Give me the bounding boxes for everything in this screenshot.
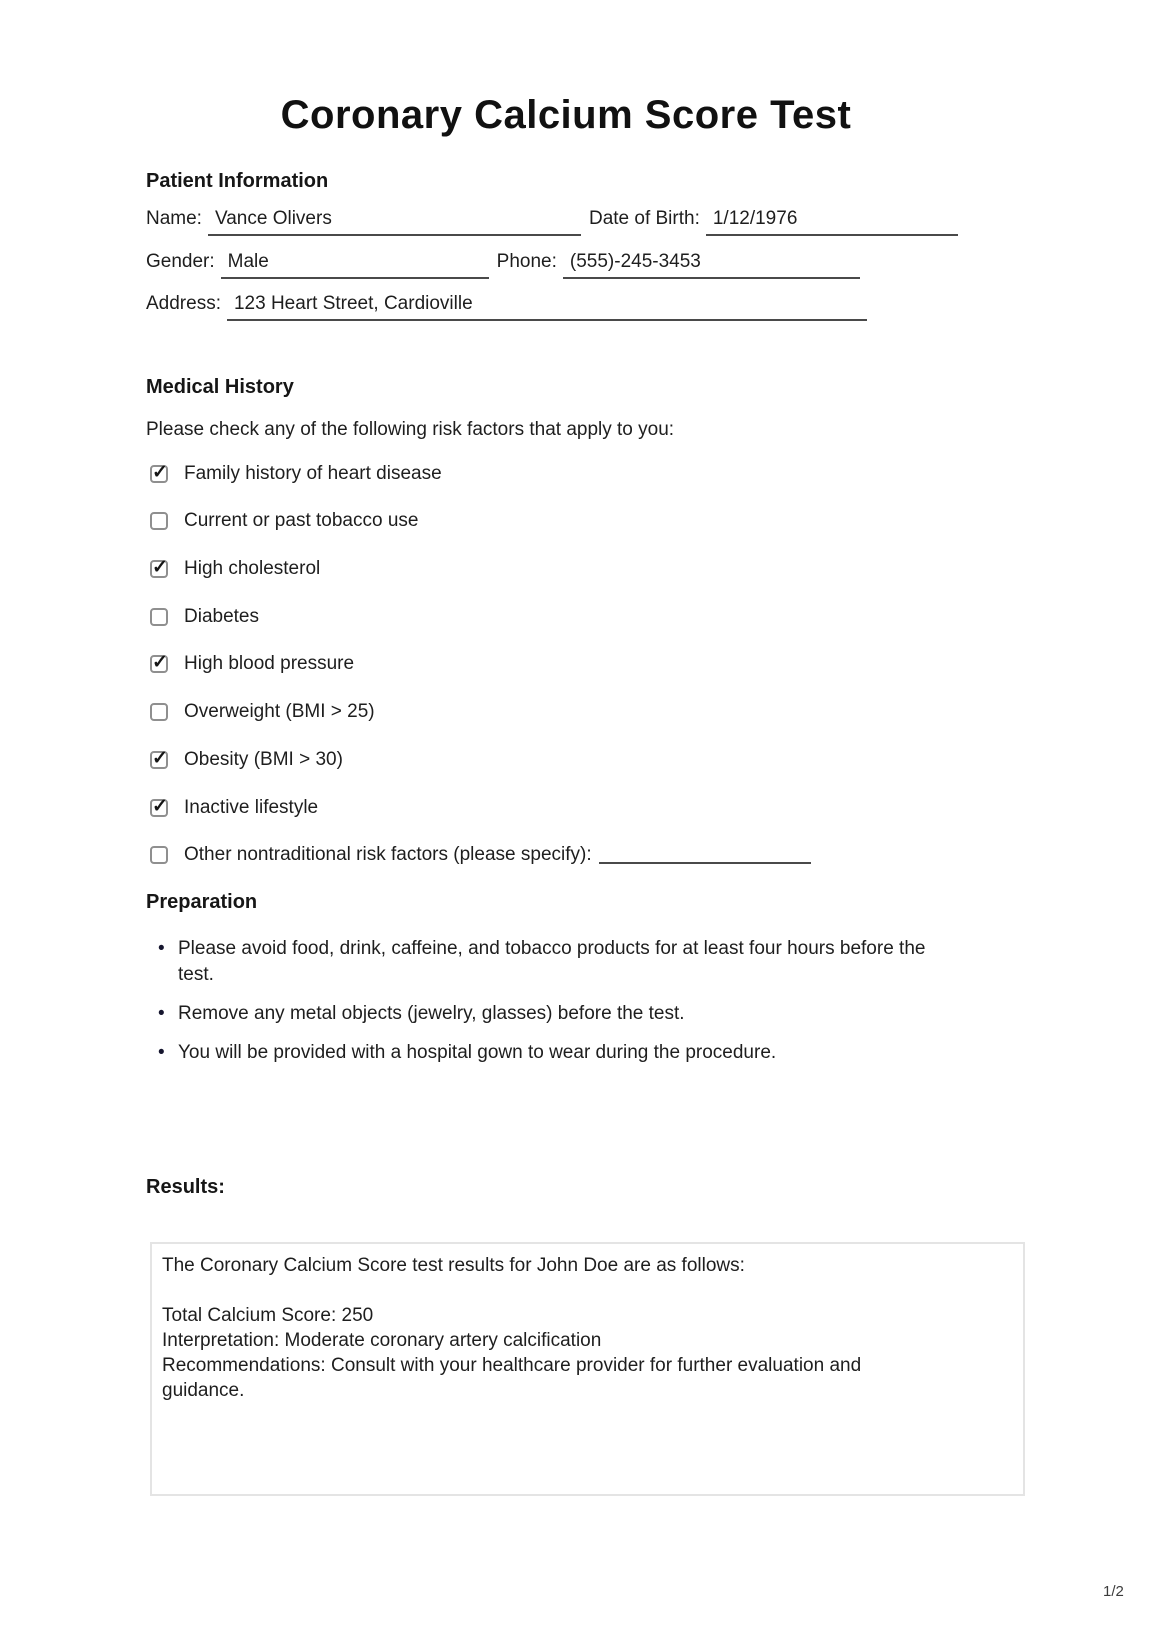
preparation-heading: Preparation — [146, 891, 258, 913]
address-row — [146, 293, 867, 321]
patient-information-heading: Patient Information — [146, 170, 329, 192]
risk-factor-row — [150, 652, 354, 676]
phone-label: Phone: — [496, 251, 557, 272]
preparation-list — [156, 936, 964, 1079]
gender-field[interactable]: Male — [221, 251, 489, 279]
risk-factor-row — [150, 605, 259, 629]
address-label: Address: — [146, 293, 221, 314]
risk-factor-label: Family history of heart disease — [184, 463, 442, 484]
risk-factor-row — [150, 509, 418, 533]
risk-factor-row — [150, 843, 811, 867]
risk-checkbox-family-history[interactable] — [150, 465, 168, 483]
risk-checkbox-overweight[interactable] — [150, 703, 168, 721]
results-line — [162, 1278, 1013, 1303]
risk-factor-row — [150, 462, 442, 486]
dob-field[interactable]: 1/12/1976 — [706, 208, 958, 236]
page-number: 1/2 — [1103, 1583, 1124, 1600]
risk-checkbox-high-cholesterol[interactable] — [150, 560, 168, 578]
risk-factor-row — [150, 557, 320, 581]
gender-label: Gender: — [146, 251, 215, 272]
risk-checkbox-other[interactable] — [150, 846, 168, 864]
risk-checkbox-tobacco-use[interactable] — [150, 512, 168, 530]
risk-factor-label: High blood pressure — [184, 653, 355, 674]
risk-factor-label: High cholesterol — [184, 558, 321, 579]
results-line: Recommendations: Consult with your healthcare provider for further evaluation and — [162, 1355, 862, 1376]
gender-phone-row — [146, 251, 860, 279]
phone-field[interactable]: (555)-245-3453 — [563, 251, 860, 279]
name-dob-row — [146, 208, 958, 236]
risk-factor-label: Current or past tobacco use — [184, 510, 419, 531]
medical-history-heading: Medical History — [146, 376, 294, 398]
risk-factor-label: Overweight (BMI > 25) — [184, 701, 375, 722]
risk-checkbox-high-blood-pressure[interactable] — [150, 655, 168, 673]
risk-factor-label: Inactive lifestyle — [184, 797, 319, 818]
preparation-item: • Please avoid food, drink, caffeine, and tobacco products for at least four hours before the test. — [156, 936, 964, 988]
risk-factors-instruction: Please check any of the following risk factors that apply to you: — [146, 419, 675, 440]
risk-factor-row — [150, 700, 375, 724]
results-line: guidance. — [162, 1380, 245, 1401]
risk-factor-row — [150, 796, 318, 820]
specify-blank-line[interactable] — [599, 847, 811, 864]
results-line: The Coronary Calcium Score test results for John Doe are as follows: — [162, 1255, 745, 1276]
risk-factor-row — [150, 748, 343, 772]
results-text-box[interactable] — [150, 1242, 1025, 1496]
results-line: Interpretation: Moderate coronary artery calcification — [162, 1330, 602, 1351]
risk-checkbox-diabetes[interactable] — [150, 608, 168, 626]
page-title: Coronary Calcium Score Test — [280, 93, 852, 137]
name-label: Name: — [146, 208, 202, 229]
risk-checkbox-obesity[interactable] — [150, 751, 168, 769]
dob-label: Date of Birth: — [588, 208, 700, 229]
risk-factor-label: Obesity (BMI > 30) — [184, 749, 343, 770]
preparation-item: • You will be provided with a hospital gown to wear during the procedure. — [156, 1040, 964, 1066]
address-field[interactable]: 123 Heart Street, Cardioville — [227, 293, 867, 321]
risk-checkbox-inactive-lifestyle[interactable] — [150, 799, 168, 817]
name-field[interactable]: Vance Olivers — [208, 208, 581, 236]
risk-factor-label: Other nontraditional risk factors (please specify): — [184, 844, 592, 865]
preparation-item: • Remove any metal objects (jewelry, glasses) before the test. — [156, 1001, 964, 1027]
risk-factor-label: Diabetes — [184, 606, 259, 627]
results-line: Total Calcium Score: 250 — [162, 1305, 374, 1326]
results-heading: Results: — [146, 1176, 225, 1198]
